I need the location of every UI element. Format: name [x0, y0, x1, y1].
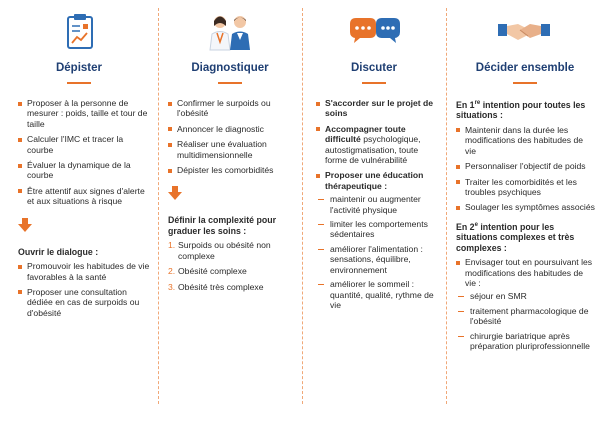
list-item: Évaluer la dynamique de la courbe	[18, 160, 150, 181]
list-item: Envisager tout en poursuivant les modifications des habitudes de vie :	[456, 257, 596, 288]
title-underline	[513, 82, 537, 84]
list-item: Traiter les comorbidités et les troubles psychiques	[456, 177, 596, 198]
dialogue-list	[18, 261, 150, 318]
complexity-levels	[168, 240, 296, 292]
complexity-level: 3. Obésité très complexe	[168, 281, 264, 292]
column-discuter	[302, 0, 446, 421]
arrow-down-icon	[18, 218, 32, 232]
column-title: Discuter	[350, 62, 398, 74]
sub-item: limiter les comportements sédentaires	[316, 219, 440, 240]
column-title: Diagnostiquer	[191, 62, 269, 74]
column-decider	[446, 0, 604, 421]
list-item: Personnaliser l'objectif de poids	[456, 161, 596, 171]
title-underline	[67, 82, 91, 84]
first-intention-list	[456, 125, 596, 213]
list-item: Confirmer le surpoids ou l'obésité	[168, 98, 296, 119]
sub-item: séjour en SMR	[456, 291, 596, 301]
section-header: En 1re intention pour toutes les situations :	[456, 99, 586, 121]
list-item: Proposer à la personne de mesurer : poids, taille et tour de taille	[18, 98, 150, 129]
column-diagnostiquer	[158, 0, 302, 421]
sub-item: traitement pharmacologique de l'obésité	[456, 306, 596, 327]
second-intention-list	[456, 257, 596, 288]
title-underline	[362, 82, 386, 84]
list-item: Calculer l'IMC et tracer la courbe	[18, 134, 150, 155]
speech-bubbles-icon	[346, 12, 402, 52]
discuter-list	[316, 98, 440, 191]
depister-list	[18, 98, 150, 207]
sub-item: chirurgie bariatrique après préparation pluriprofessionnelle	[456, 331, 596, 352]
list-item: Proposer une consultation dédiée en cas de surpoids ou d'obésité	[18, 287, 150, 318]
doctors-icon	[202, 12, 258, 52]
education-sublist	[316, 194, 440, 310]
diagnostiquer-list	[168, 98, 296, 175]
title-underline	[218, 82, 242, 84]
list-item: Proposer une éducation thérapeutique :	[316, 170, 440, 191]
sub-item: maintenir ou augmenter l'activité physique	[316, 194, 440, 215]
arrow-down-icon	[168, 186, 182, 200]
list-item: Être attentif aux signes d'alerte et aux situations à risque	[18, 186, 150, 207]
list-item: Maintenir dans la durée les modifications des habitudes de vie	[456, 125, 596, 156]
section-header: En 2e intention pour les situations complexes et très complexes :	[456, 221, 575, 253]
clipboard-chart-icon	[60, 12, 100, 52]
column-title: Décider ensemble	[475, 62, 575, 74]
second-intention-sublist	[456, 291, 596, 351]
list-item: Dépister les comorbidités	[168, 165, 296, 175]
column-depister	[0, 0, 158, 421]
list-item: Annoncer le diagnostic	[168, 124, 296, 134]
list-item: Soulager les symptômes associés	[456, 202, 596, 212]
section-header: Ouvrir le dialogue :	[18, 246, 99, 257]
complexity-level: 1. Surpoids ou obésité non complexe	[168, 240, 271, 261]
list-item: S'accorder sur le projet de soins	[316, 98, 440, 119]
list-item: Réaliser une évaluation multidimensionnelle	[168, 139, 296, 160]
column-title: Dépister	[55, 62, 103, 74]
section-header: Définir la complexité pour graduer les soins :	[168, 215, 277, 236]
handshake-icon	[496, 12, 552, 52]
sub-item: améliorer le sommeil : quantité, qualité, rythme de vie	[316, 279, 440, 310]
list-item: Accompagner toute difficulté psychologique, autostigmatisation, toute forme de vulnérabilité	[316, 124, 440, 166]
complexity-level: 2. Obésité complexe	[168, 266, 247, 277]
list-item: Promouvoir les habitudes de vie favorables à la santé	[18, 261, 150, 282]
sub-item: améliorer l'alimentation : sensations, équilibre, environnement	[316, 244, 440, 275]
